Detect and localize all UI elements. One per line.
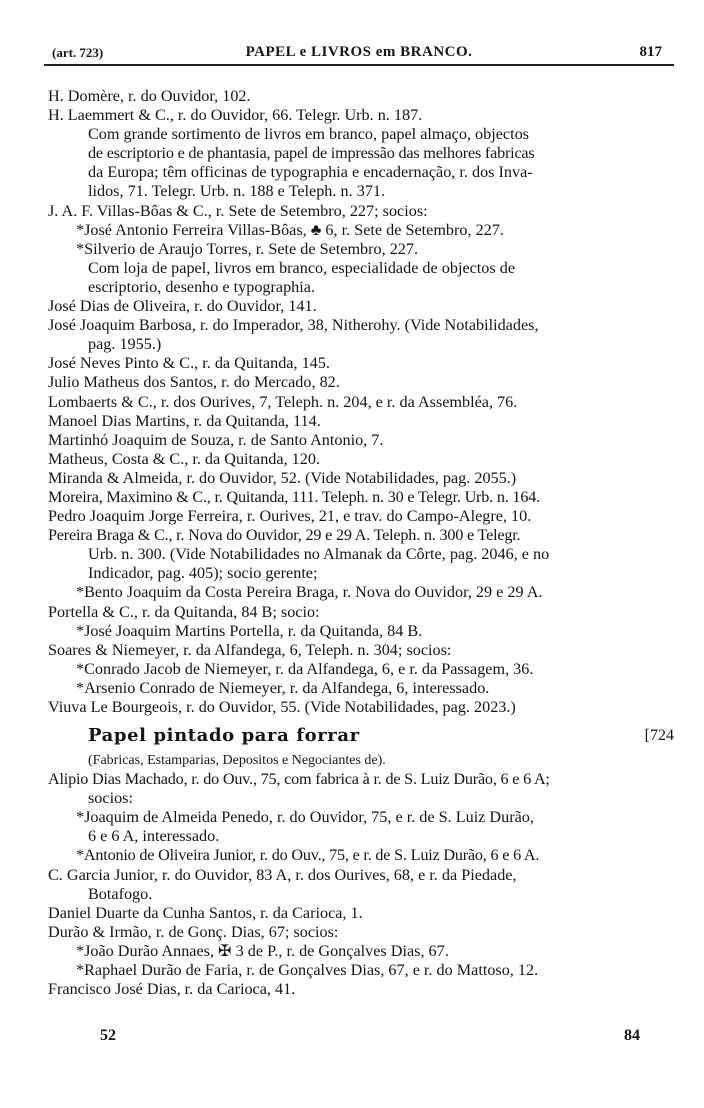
section-subtitle: (Fabricas, Estamparias, Depositos e Negociantes de). bbox=[88, 753, 386, 769]
directory-line: Indicador, pag. 405); socio gerente; bbox=[88, 564, 318, 583]
directory-line: *João Durão Annaes, ✠ 3 de P., r. de Gonçalves Dias, 67. bbox=[76, 941, 449, 960]
directory-line: H. Laemmert & C., r. do Ouvidor, 66. Telegr. Urb. n. 187. bbox=[48, 106, 423, 125]
directory-line: *José Joaquim Martins Portella, r. da Quitanda, 84 B. bbox=[76, 621, 423, 640]
section-heading bbox=[48, 723, 680, 751]
directory-line: Lombaerts & C., r. dos Ourives, 7, Teleph. n. 204, e r. da Assembléa, 76. bbox=[48, 392, 518, 411]
directory-line: José Joaquim Barbosa, r. do Imperador, 38, Nitherohy. (Vide Notabilidades, bbox=[48, 316, 539, 335]
directory-line: Viuva Le Bourgeois, r. do Ouvidor, 55. (Vide Notabilidades, pag. 2023.) bbox=[48, 698, 516, 716]
directory-line: Botafogo. bbox=[88, 884, 153, 903]
directory-line: Moreira, Maximino & C., r. Quitanda, 111. Teleph. n. 30 e Telegr. Urb. n. 164. bbox=[48, 487, 540, 506]
directory-line: Francisco José Dias, r. da Carioca, 41. bbox=[48, 980, 296, 999]
page-number: 817 bbox=[639, 44, 662, 60]
paper-books-listings bbox=[48, 87, 680, 717]
directory-line: 6 e 6 A, interessado. bbox=[88, 827, 220, 846]
page-footer bbox=[100, 1027, 640, 1047]
directory-line: pag. 1955.) bbox=[88, 335, 162, 354]
directory-line: Manoel Dias Martins, r. da Quitanda, 114. bbox=[48, 411, 321, 430]
directory-line: José Neves Pinto & C., r. da Quitanda, 145. bbox=[48, 354, 330, 373]
section-title: Papel pintado para forrar bbox=[88, 725, 360, 747]
wallpaper-listings bbox=[48, 770, 680, 999]
directory-line: *Conrado Jacob de Niemeyer, r. da Alfandega, 6, e r. da Passagem, 36. bbox=[76, 659, 534, 678]
directory-line: Martinhó Joaquim de Souza, r. de Santo Antonio, 7. bbox=[48, 430, 384, 449]
directory-line: *José Antonio Ferreira Villas-Bôas, ♣ 6, r. Sete de Setembro, 227. bbox=[76, 220, 504, 239]
directory-line: Portella & C., r. da Quitanda, 84 B; socio: bbox=[48, 602, 320, 621]
directory-line: José Dias de Oliveira, r. do Ouvidor, 141. bbox=[48, 297, 317, 316]
directory-line: *Bento Joaquim da Costa Pereira Braga, r. Nova do Ouvidor, 29 e 29 A. bbox=[76, 583, 543, 602]
directory-line: socios: bbox=[88, 789, 133, 808]
footer-signature-right: 84 bbox=[624, 1027, 640, 1044]
directory-line: *Silverio de Araujo Torres, r. Sete de Setembro, 227. bbox=[76, 239, 419, 258]
directory-line: escriptorio, desenho e typographia. bbox=[88, 277, 316, 296]
article-reference: (art. 723) bbox=[52, 45, 104, 60]
directory-line: Alipio Dias Machado, r. do Ouv., 75, com fabrica à r. de S. Luiz Durão, 6 e 6 A; bbox=[48, 770, 550, 789]
directory-line: H. Domère, r. do Ouvidor, 102. bbox=[48, 87, 251, 105]
footer-signature-left: 52 bbox=[100, 1027, 116, 1044]
directory-line: Pedro Joaquim Jorge Ferreira, r. Ourives, 21, e trav. do Campo-Alegre, 10. bbox=[48, 507, 532, 526]
directory-line: Julio Matheus dos Santos, r. do Mercado, 82. bbox=[48, 373, 340, 392]
directory-line: da Europa; têm officinas de typographia e encadernação, r. dos Inva- bbox=[88, 163, 533, 182]
directory-line: J. A. F. Villas-Bôas & C., r. Sete de Setembro, 227; socios: bbox=[48, 201, 428, 220]
directory-line: *Antonio de Oliveira Junior, r. do Ouv., 75, e r. de S. Luiz Durão, 6 e 6 A. bbox=[76, 846, 540, 865]
directory-line: de escriptorio e de phantasia, papel de impressão das melhores fabricas bbox=[88, 144, 535, 163]
directory-line: Com loja de papel, livros em branco, especialidade de objectos de bbox=[88, 258, 516, 277]
directory-line: Daniel Duarte da Cunha Santos, r. da Carioca, 1. bbox=[48, 903, 363, 922]
directory-line: Matheus, Costa & C., r. da Quitanda, 120. bbox=[48, 449, 321, 468]
page-title: PAPEL e LIVROS em BRANCO. bbox=[245, 44, 473, 60]
directory-line: *Arsenio Conrado de Niemeyer, r. da Alfandega, 6, interessado. bbox=[76, 678, 490, 697]
directory-body bbox=[48, 87, 680, 999]
directory-line: lidos, 71. Telegr. Urb. n. 188 e Teleph. n. 371. bbox=[88, 182, 386, 201]
directory-line: C. Garcia Junior, r. do Ouvidor, 83 A, r. dos Ourives, 68, e r. da Piedade, bbox=[48, 865, 517, 884]
directory-line: Durão & Irmão, r. de Gonç. Dias, 67; socios: bbox=[48, 922, 339, 941]
directory-line: Com grande sortimento de livros em branco, papel almaço, objectos bbox=[88, 125, 529, 144]
page-header bbox=[44, 44, 674, 66]
directory-line: *Joaquim de Almeida Penedo, r. do Ouvidor, 75, e r. de S. Luiz Durão, bbox=[76, 808, 534, 827]
directory-line: Pereira Braga & C., r. Nova do Ouvidor, 29 e 29 A. Teleph. n. 300 e Telegr. bbox=[48, 526, 521, 545]
directory-line: Miranda & Almeida, r. do Ouvidor, 52. (Vide Notabilidades, pag. 2055.) bbox=[48, 468, 517, 487]
section-number: [724 bbox=[644, 727, 674, 745]
directory-line: Soares & Niemeyer, r. da Alfandega, 6, Teleph. n. 304; socios: bbox=[48, 640, 452, 659]
directory-line: *Raphael Durão de Faria, r. de Gonçalves Dias, 67, e r. do Mattoso, 12. bbox=[76, 961, 539, 980]
directory-line: Urb. n. 300. (Vide Notabilidades no Almanak da Côrte, pag. 2046, e no bbox=[88, 545, 550, 564]
